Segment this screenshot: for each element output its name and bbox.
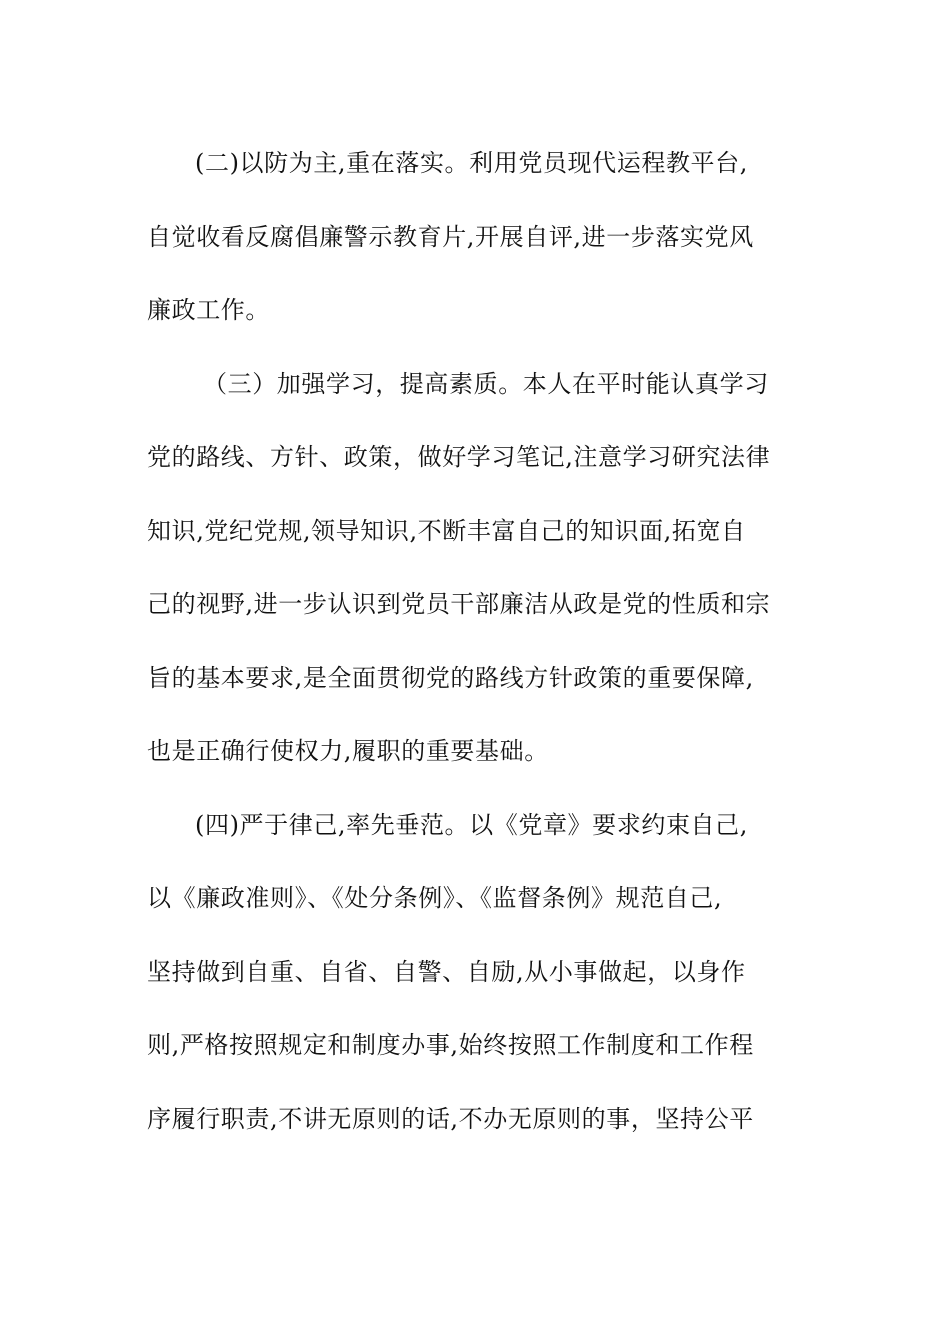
paragraph-line: (二)以防为主,重在落实。利用党员现代运程教平台, xyxy=(195,149,748,177)
paragraph-line: 以《廉政准则》、《处分条例》、《监督条例》规范自己, xyxy=(147,884,723,912)
paragraph-line: 自觉收看反腐倡廉警示教育片,开展自评,进一步落实党风 xyxy=(147,222,754,251)
paragraph-4 xyxy=(147,789,803,1157)
paragraph-line: 序履行职责,不讲无原则的话,不办无原则的事，坚持公平 xyxy=(147,1104,754,1133)
paragraph-line: 则,严格按照规定和制度办事,始终按照工作制度和工作程 xyxy=(147,1031,754,1059)
paragraph-line: （三）加强学习，提高素质。本人在平时能认真学习 xyxy=(203,369,769,398)
paragraph-2 xyxy=(147,127,803,348)
paragraph-line: 坚持做到自重、自省、自警、自励,从小事做起，以身作 xyxy=(147,957,746,986)
paragraph-line: 己的视野,进一步认识到党员干部廉洁从政是党的性质和宗 xyxy=(147,590,771,618)
paragraph-line: 旨的基本要求,是全面贯彻党的路线方针政策的重要保障, xyxy=(147,663,754,692)
paragraph-line: (四)严于律己,率先垂范。以《党章》要求约束自己, xyxy=(195,810,748,839)
paragraph-line: 知识,党纪党规,领导知识,不断丰富自己的知识面,拓宽自 xyxy=(147,516,746,545)
paragraph-line: 廉政工作。 xyxy=(147,296,270,324)
document-body xyxy=(147,127,803,1156)
paragraph-line: 党的路线、方针、政策，做好学习笔记,注意学习研究法律 xyxy=(147,443,771,471)
paragraph-line: 也是正确行使权力,履职的重要基础。 xyxy=(147,737,549,765)
paragraph-3 xyxy=(147,348,803,789)
